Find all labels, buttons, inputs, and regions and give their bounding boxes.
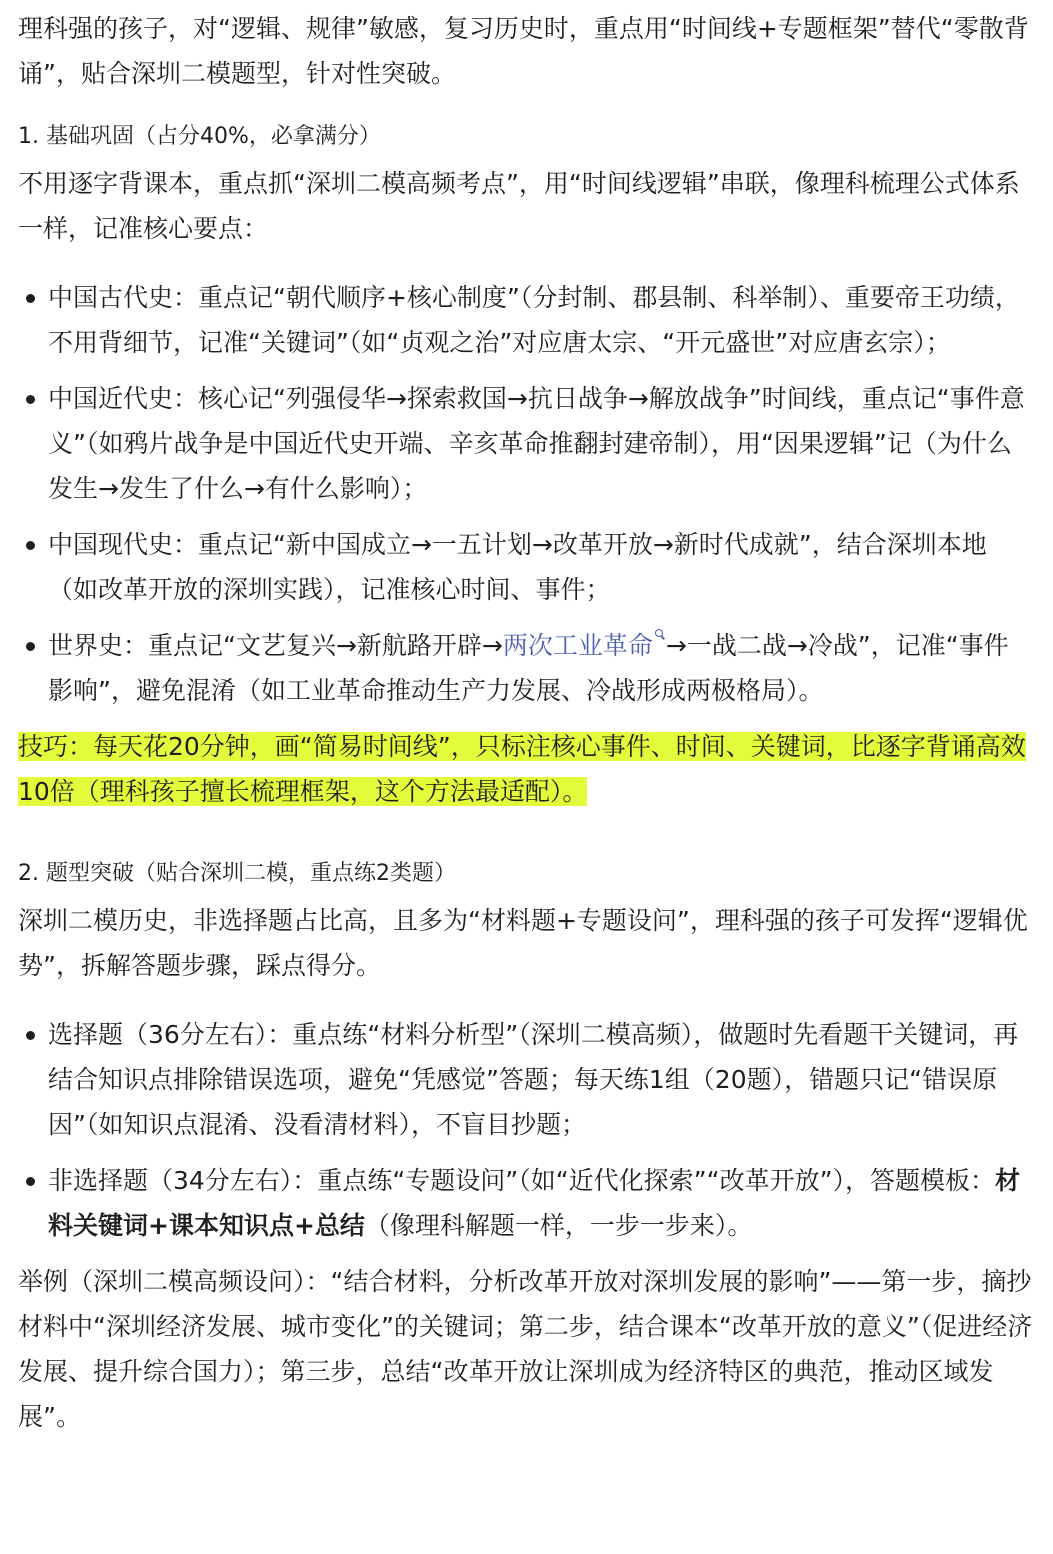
section-2-paragraph: 深圳二模历史，非选择题占比高，且多为“材料题+专题设问”，理科强的孩子可发挥“逻辑优势”，拆解答题步骤，踩点得分。 <box>18 906 1028 980</box>
bullet-dot-icon <box>26 294 35 303</box>
list-item-text-after: （像理科解题一样，一步一步来）。 <box>364 1211 753 1240</box>
highlighted-tip: 技巧：每天花20分钟，画“简易时间线”，只标注核心事件、时间、关键词，比逐字背诵高效10倍（理科孩子擅长梳理框架，这个方法最适配）。 <box>18 732 1026 806</box>
bullet-dot-icon <box>26 1177 35 1186</box>
section-1-heading: 1. 基础巩固（占分40%，必拿满分） <box>18 124 381 149</box>
search-link-industrial-revolution[interactable]: 两次工业革命 <box>502 631 653 660</box>
list-item <box>18 522 1033 612</box>
tip-paragraph <box>18 724 1033 814</box>
intro-paragraph: 理科强的孩子，对“逻辑、规律”敏感，复习历史时，重点用“时间线+专题框架”替代“零散背诵”，贴合深圳二模题型，针对性突破。 <box>18 14 1029 88</box>
list-item-text: 选择题（36分左右）：重点练“材料分析型”（深圳二模高频），做题时先看题干关键词，再结合知识点排除错误选项，避免“凭感觉”答题；每天练1组（20题），错题只记“错误原因”（如知识点混淆、没看清材料），不盲目抄题； <box>48 1020 1019 1139</box>
list-item-text-before: 非选择题（34分左右）：重点练“专题设问”（如“近代化探索”“改革开放”），答题模板： <box>48 1166 996 1195</box>
list-item-text: 中国古代史：重点记“朝代顺序+核心制度”（分封制、郡县制、科举制）、重要帝王功绩，不用背细节，记准“关键词”（如“贞观之治”对应唐太宗、“开元盛世”对应唐玄宗）； <box>48 283 1020 357</box>
section-2-list <box>18 1012 1033 1248</box>
bullet-dot-icon <box>26 395 35 404</box>
list-item <box>18 376 1033 511</box>
search-icon[interactable] <box>655 629 664 641</box>
list-item <box>18 275 1033 365</box>
section-1-paragraph: 不用逐字背课本，重点抓“深圳二模高频考点”，用“时间线逻辑”串联，像理科梳理公式体系一样，记准核心要点： <box>18 169 1020 243</box>
list-item-text-after: →一战二战→冷战”，记准“事件影响”，避免混淆（如工业革命推动生产力发展、冷战形成两极格局）。 <box>48 631 1009 705</box>
list-item <box>18 1012 1033 1147</box>
bullet-dot-icon <box>26 1031 35 1040</box>
section-2-heading: 2. 题型突破（贴合深圳二模，重点练2类题） <box>18 861 456 886</box>
list-item-text-before: 世界史：重点记“文艺复兴→新航路开辟→ <box>48 631 503 660</box>
list-item <box>18 1158 1033 1248</box>
list-item-text: 中国现代史：重点记“新中国成立→一五计划→改革开放→新时代成就”，结合深圳本地（如改革开放的深圳实践），记准核心时间、事件； <box>48 530 987 604</box>
bullet-dot-icon <box>26 642 35 651</box>
answer-template-bold: 材料关键词+课本知识点+总结 <box>48 1166 1021 1240</box>
list-item-text: 中国近代史：核心记“列强侵华→探索救国→抗日战争→解放战争”时间线，重点记“事件意义”（如鸦片战争是中国近代史开端、辛亥革命推翻封建帝制），用“因果逻辑”记（为什么发生→发生了什么→有什么影响）； <box>48 384 1025 503</box>
list-item <box>18 623 1033 713</box>
section-1-list <box>18 275 1033 713</box>
example-paragraph: 举例（深圳二模高频设问）：“结合材料，分析改革开放对深圳发展的影响”——第一步，摘抄材料中“深圳经济发展、城市变化”的关键词；第二步，结合课本“改革开放的意义”（促进经济发展、提升综合国力）；第三步，总结“改革开放让深圳成为经济特区的典范，推动区域发展”。 <box>18 1267 1033 1431</box>
bullet-dot-icon <box>26 541 35 550</box>
